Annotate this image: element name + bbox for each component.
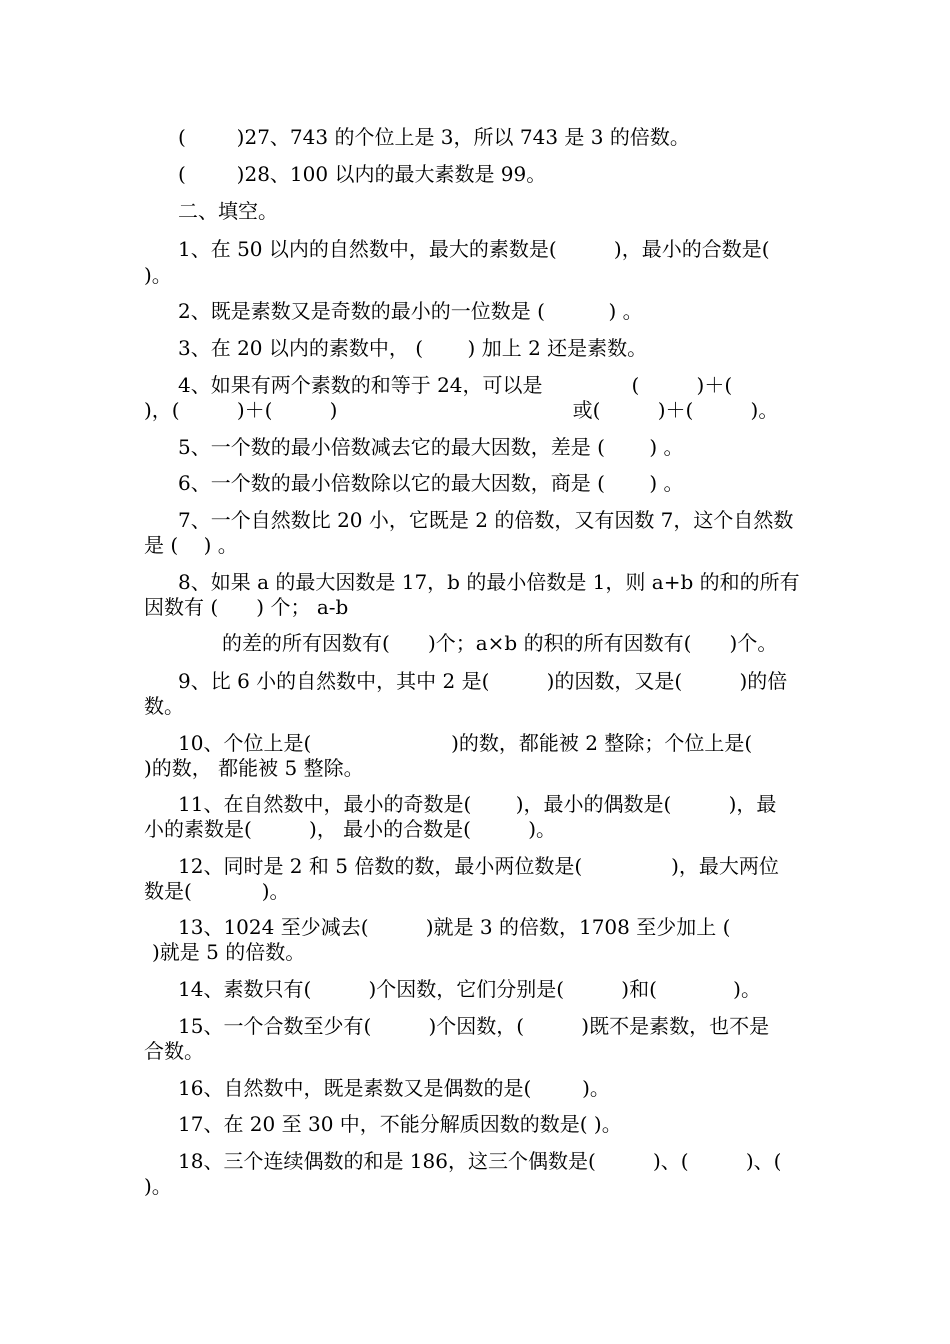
fill-item-12: 12、同时是 2 和 5 倍数的数，最小两位数是( )，最大两位 xyxy=(178,854,779,878)
item-28: ( )28、100 以内的最大素数是 99。 xyxy=(178,162,547,186)
fill-item-9: 9、比 6 小的自然数中，其中 2 是( )的因数，又是( )的倍 xyxy=(178,669,788,693)
fill-item-10-cont: )的数， 都能被 5 整除。 xyxy=(144,756,364,780)
fill-item-4-cont: )，( )＋( ) 或( )＋( )。 xyxy=(144,398,779,422)
fill-item-4: 4、如果有两个素数的和等于 24，可以是 ( )＋( xyxy=(178,373,733,397)
fill-item-11: 11、在自然数中，最小的奇数是( )，最小的偶数是( )，最 xyxy=(178,792,777,816)
fill-item-10: 10、个位上是( )的数，都能被 2 整除；个位上是( xyxy=(178,731,753,755)
fill-item-1: 1、在 50 以内的自然数中，最大的素数是( )，最小的合数是( xyxy=(178,237,770,261)
fill-item-8: 8、如果 a 的最大因数是 17，b 的最小倍数是 1，则 a+b 的和的所有 xyxy=(178,570,800,594)
fill-item-14: 14、素数只有( )个因数，它们分别是( )和( )。 xyxy=(178,977,761,1001)
fill-item-11-cont: 小的素数是( )， 最小的合数是( )。 xyxy=(144,817,557,841)
fill-item-3: 3、在 20 以内的素数中， ( ) 加上 2 还是素数。 xyxy=(178,336,648,360)
fill-item-7: 7、一个自然数比 20 小，它既是 2 的倍数，又有因数 7，这个自然数 xyxy=(178,508,794,532)
fill-item-18: 18、三个连续偶数的和是 186，这三个偶数是( )、( )、( xyxy=(178,1149,782,1173)
fill-item-17: 17、在 20 至 30 中，不能分解质因数的数是( )。 xyxy=(178,1112,622,1136)
fill-item-15: 15、一个合数至少有( )个因数，( )既不是素数，也不是 xyxy=(178,1014,770,1038)
fill-item-7-cont: 是 ( ) 。 xyxy=(144,533,238,557)
section-title-fill-blank: 二、填空。 xyxy=(178,199,278,223)
fill-item-18-cont: )。 xyxy=(144,1174,172,1198)
fill-item-13-cont: )就是 5 的倍数。 xyxy=(152,940,306,964)
fill-item-8-cont2: 的差的所有因数有( )个；a×b 的积的所有因数有( )个。 xyxy=(222,631,778,655)
fill-item-8-cont: 因数有 ( ) 个； a-b xyxy=(144,595,349,619)
item-27: ( )27、743 的个位上是 3，所以 743 是 3 的倍数。 xyxy=(178,125,690,149)
fill-item-5: 5、一个数的最小倍数减去它的最大因数，差是 ( ) 。 xyxy=(178,435,684,459)
fill-item-6: 6、一个数的最小倍数除以它的最大因数，商是 ( ) 。 xyxy=(178,471,684,495)
fill-item-13: 13、1024 至少减去( )就是 3 的倍数，1708 至少加上 ( xyxy=(178,915,731,939)
fill-item-9-cont: 数。 xyxy=(144,694,184,718)
fill-item-16: 16、自然数中，既是素数又是偶数的是( )。 xyxy=(178,1076,610,1100)
fill-item-1-cont: )。 xyxy=(144,263,172,287)
fill-item-15-cont: 合数。 xyxy=(144,1039,204,1063)
fill-item-2: 2、既是素数又是奇数的最小的一位数是 ( ) 。 xyxy=(178,299,643,323)
fill-item-12-cont: 数是( )。 xyxy=(144,879,290,903)
